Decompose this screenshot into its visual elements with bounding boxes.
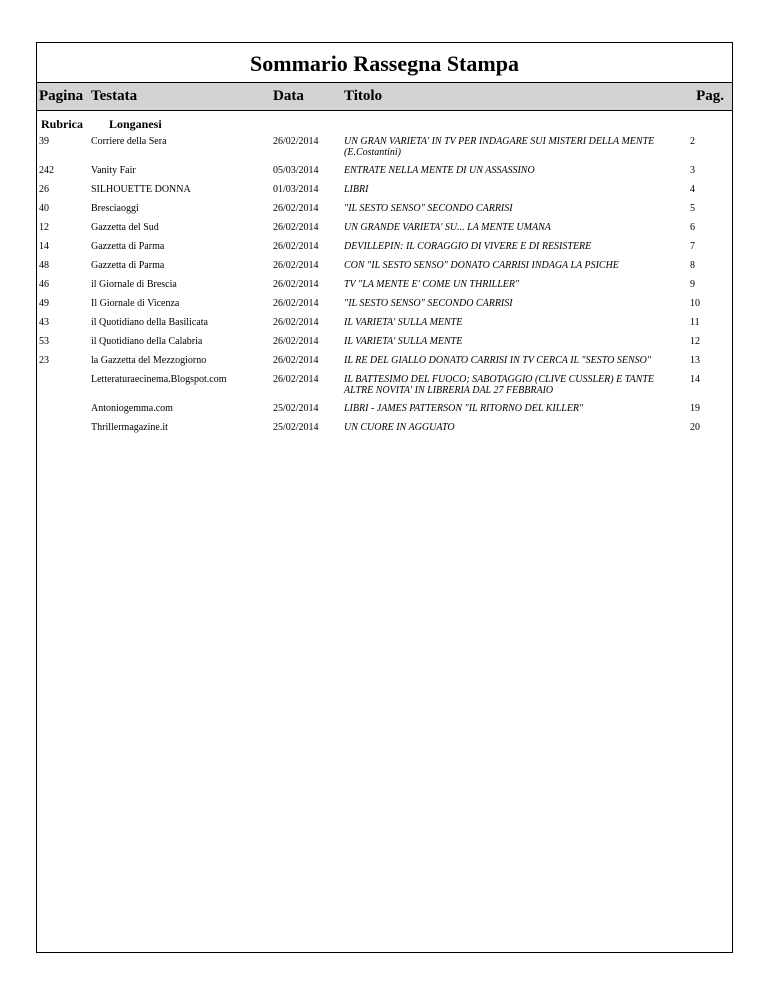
- cell-titolo: CON "IL SESTO SENSO" DONATO CARRISI INDAGA LA PSICHE: [344, 260, 619, 271]
- cell-testata: Bresciaoggi: [91, 203, 139, 214]
- cell-pag: 20: [690, 422, 700, 433]
- cell-pag: 5: [690, 203, 695, 214]
- cell-testata: SILHOUETTE DONNA: [91, 184, 191, 195]
- cell-pagina: 49: [39, 298, 49, 309]
- cell-testata: Il Giornale di Vicenza: [91, 298, 180, 309]
- cell-titolo: IL BATTESIMO DEL FUOCO; SABOTAGGIO (CLIVE CUSSLER) E TANTE ALTRE NOVITA' IN LIBRERIA DAL 27 FEBBRAIO: [344, 374, 654, 396]
- cell-titolo: LIBRI: [344, 184, 369, 195]
- cell-titolo: "IL SESTO SENSO" SECONDO CARRISI: [344, 203, 513, 214]
- header-pag: Pag.: [696, 88, 724, 104]
- cell-pag: 14: [690, 374, 700, 385]
- header-testata: Testata: [91, 88, 138, 104]
- cell-data: 26/02/2014: [273, 203, 319, 214]
- cell-data: 26/02/2014: [273, 260, 319, 271]
- cell-pagina: 46: [39, 279, 49, 290]
- cell-titolo: IL RE DEL GIALLO DONATO CARRISI IN TV CERCA IL "SESTO SENSO": [344, 355, 652, 366]
- document-title: Sommario Rassegna Stampa: [37, 43, 732, 83]
- cell-pagina: 39: [39, 136, 49, 147]
- cell-testata: Antoniogemma.com: [91, 403, 173, 414]
- cell-pag: 3: [690, 165, 695, 176]
- cell-pag: 19: [690, 403, 700, 414]
- cell-pagina: 26: [39, 184, 49, 195]
- cell-testata: il Quotidiano della Calabria: [91, 336, 203, 347]
- cell-data: 25/02/2014: [273, 403, 319, 414]
- cell-pagina: 48: [39, 260, 49, 271]
- cell-testata: Corriere della Sera: [91, 136, 167, 147]
- cell-titolo: LIBRI - JAMES PATTERSON "IL RITORNO DEL KILLER": [344, 403, 584, 414]
- cell-testata: Gazzetta di Parma: [91, 260, 165, 271]
- cell-testata: Vanity Fair: [91, 165, 136, 176]
- cell-pag: 11: [690, 317, 700, 328]
- cell-titolo: IL VARIETA' SULLA MENTE: [344, 336, 463, 347]
- cell-pag: 9: [690, 279, 695, 290]
- cell-pagina: 12: [39, 222, 49, 233]
- cell-testata: la Gazzetta del Mezzogiorno: [91, 355, 207, 366]
- cell-testata: Gazzetta del Sud: [91, 222, 159, 233]
- cell-data: 01/03/2014: [273, 184, 319, 195]
- cell-pag: 12: [690, 336, 700, 347]
- cell-data: 26/02/2014: [273, 374, 319, 385]
- cell-pag: 8: [690, 260, 695, 271]
- rubrica-label: Rubrica: [41, 117, 83, 131]
- cell-testata: il Quotidiano della Basilicata: [91, 317, 208, 328]
- cell-pag: 2: [690, 136, 695, 147]
- table-header: [37, 83, 732, 111]
- cell-data: 26/02/2014: [273, 222, 319, 233]
- cell-data: 25/02/2014: [273, 422, 319, 433]
- cell-data: 26/02/2014: [273, 355, 319, 366]
- cell-titolo: UN CUORE IN AGGUATO: [344, 422, 455, 433]
- cell-pagina: 53: [39, 336, 49, 347]
- summary-frame: [36, 42, 733, 953]
- cell-pagina: 40: [39, 203, 49, 214]
- cell-titolo: UN GRANDE VARIETA' SU... LA MENTE UMANA: [344, 222, 551, 233]
- cell-data: 26/02/2014: [273, 298, 319, 309]
- cell-titolo: ENTRATE NELLA MENTE DI UN ASSASSINO: [344, 165, 535, 176]
- cell-titolo: IL VARIETA' SULLA MENTE: [344, 317, 463, 328]
- cell-pagina: 23: [39, 355, 49, 366]
- cell-testata: il Giornale di Brescia: [91, 279, 177, 290]
- cell-pag: 10: [690, 298, 700, 309]
- cell-titolo: DEVILLEPIN: IL CORAGGIO DI VIVERE E DI RESISTERE: [344, 241, 592, 252]
- rubrica-name: Longanesi: [109, 117, 162, 131]
- header-titolo: Titolo: [344, 88, 383, 104]
- cell-data: 26/02/2014: [273, 317, 319, 328]
- cell-data: 26/02/2014: [273, 241, 319, 252]
- cell-titolo: "IL SESTO SENSO" SECONDO CARRISI: [344, 298, 513, 309]
- header-pagina: Pagina: [39, 88, 84, 104]
- cell-pagina: 242: [39, 165, 54, 176]
- cell-pagina: 14: [39, 241, 49, 252]
- cell-titolo: TV "LA MENTE E' COME UN THRILLER": [344, 279, 520, 290]
- cell-pag: 7: [690, 241, 695, 252]
- cell-data: 05/03/2014: [273, 165, 319, 176]
- cell-pag: 6: [690, 222, 695, 233]
- cell-pagina: 43: [39, 317, 49, 328]
- cell-testata: Letteraturaecinema.Blogspot.com: [91, 374, 227, 385]
- cell-testata: Thrillermagazine.it: [91, 422, 168, 433]
- cell-data: 26/02/2014: [273, 136, 319, 147]
- cell-testata: Gazzetta di Parma: [91, 241, 165, 252]
- cell-data: 26/02/2014: [273, 279, 319, 290]
- cell-pag: 4: [690, 184, 695, 195]
- header-data: Data: [273, 88, 304, 104]
- cell-titolo: UN GRAN VARIETA' IN TV PER INDAGARE SUI MISTERI DELLA MENTE (E.Costantini): [344, 136, 655, 158]
- cell-pag: 13: [690, 355, 700, 366]
- cell-data: 26/02/2014: [273, 336, 319, 347]
